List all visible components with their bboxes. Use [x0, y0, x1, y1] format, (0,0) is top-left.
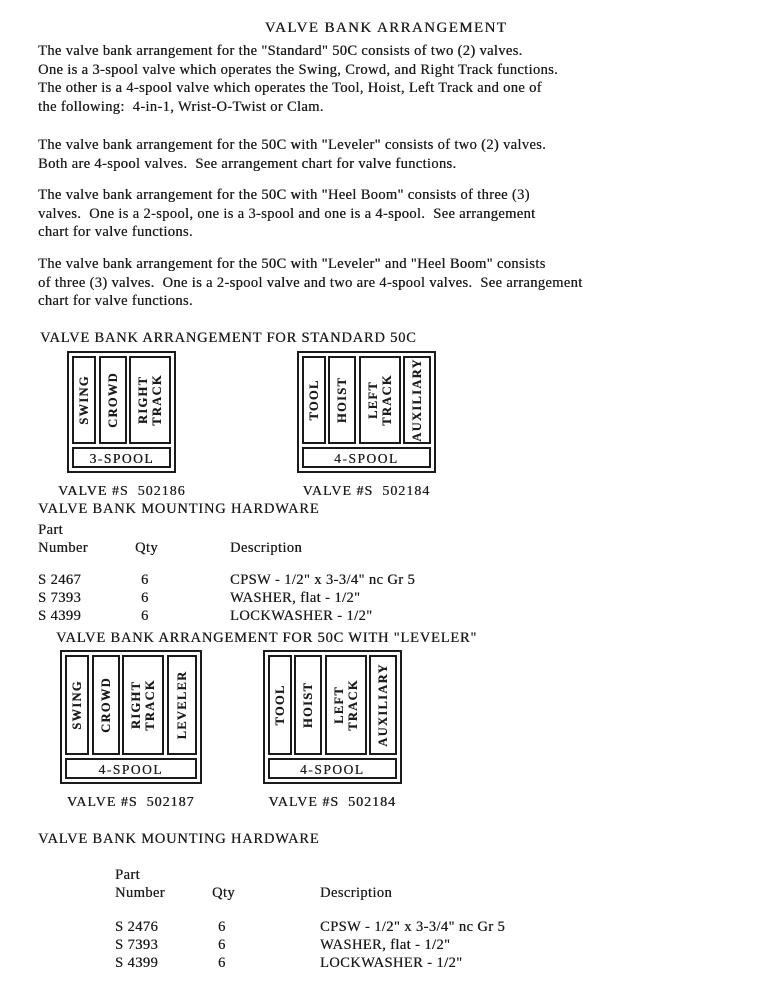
section-heading-leveler: VALVE BANK ARRANGEMENT FOR 50C WITH "LEVELER": [56, 630, 478, 646]
valve-diagram-4spool-standard: [297, 351, 437, 500]
spool-label: LEVELER: [174, 670, 189, 740]
paragraph-leveler-heel-boom: [38, 255, 583, 311]
spool-cells: [65, 655, 197, 755]
paragraph-line: of three (3) valves. One is a 2-spool valve and two are 4-spool valves. See arrangement: [38, 274, 583, 291]
spool-label: SWING: [70, 680, 84, 730]
hardware-standard: [38, 500, 415, 625]
part-number-cell: S 7393: [38, 590, 82, 606]
paragraph-line: chart for valve functions.: [38, 293, 193, 310]
spool-cell: [294, 655, 322, 755]
section-heading-standard: VALVE BANK ARRANGEMENT FOR STANDARD 50C: [40, 330, 417, 346]
spool-cell: [302, 356, 326, 444]
description-cell: WASHER, flat - 1/2": [230, 590, 361, 606]
valve-diagram-4spool-leveler-aux: [263, 650, 403, 811]
valve-box: [263, 650, 403, 784]
paragraph-heel-boom: [38, 186, 535, 242]
paragraph-line: Both are 4-spool valves. See arrangement chart for valve functions.: [38, 155, 457, 172]
spool-cell: [72, 356, 96, 444]
paragraph-leveler: [38, 136, 546, 173]
paragraph-line: The valve bank arrangement for the 50C with "Leveler" consists of two (2) valves.: [38, 137, 547, 153]
hardware-heading: VALVE BANK MOUNTING HARDWARE: [38, 501, 320, 517]
spool-cell: [369, 655, 397, 755]
part-number-cell: S 2467: [38, 572, 82, 588]
spool-cell: [65, 655, 89, 755]
spool-label: AUXILIARY: [376, 663, 390, 747]
part-number-cell: S 2476: [115, 919, 159, 935]
paragraph-standard: [38, 42, 558, 116]
valve-number-caption: VALVE #S 502184: [268, 794, 397, 810]
description-cell: CPSW - 1/2" x 3-3/4" nc Gr 5: [320, 919, 506, 935]
spool-label: HOIST: [335, 376, 350, 424]
qty-cell: 6: [141, 590, 149, 606]
valve-diagrams-leveler: [60, 650, 402, 811]
column-header-part-line1: Part: [38, 522, 63, 538]
spool-cell: [99, 356, 127, 444]
paragraph-line: chart for valve functions.: [38, 224, 193, 241]
valve-number-caption: VALVE #S 502186: [58, 483, 186, 499]
spool-cell: [92, 655, 120, 755]
spool-label: TOOL: [272, 684, 287, 726]
qty-cell: 6: [218, 955, 226, 971]
column-header-qty: Qty: [135, 540, 158, 556]
paragraph-line: The valve bank arrangement for the 50C with "Heel Boom" consists of three (3): [38, 187, 530, 203]
paragraph-line: The valve bank arrangement for the 50C with "Leveler" and "Heel Boom" consists: [38, 256, 546, 272]
spool-count-band: 3-SPOOL: [72, 447, 171, 468]
column-header-part-line2: Number: [38, 540, 88, 556]
qty-cell: 6: [218, 937, 226, 953]
column-header-description: Description: [320, 885, 393, 901]
spool-label: SWING: [77, 375, 92, 425]
spool-cell: [403, 356, 431, 444]
spool-cells: [302, 356, 432, 444]
spool-label: LEFT TRACK: [331, 679, 360, 731]
paragraph-line: The valve bank arrangement for the "Standard" 50C consists of two (2) valves.: [38, 43, 523, 59]
spool-cell: [122, 655, 164, 755]
paragraph-line: the following: 4-in-1, Wrist-O-Twist or Clam.: [38, 98, 324, 115]
description-cell: LOCKWASHER - 1/2": [230, 608, 373, 624]
spool-count-band: 4-SPOOL: [268, 758, 398, 779]
spool-label: CROWD: [105, 372, 120, 428]
column-header-part-line1: Part: [115, 867, 140, 883]
valve-box: [60, 650, 202, 784]
description-cell: CPSW - 1/2" x 3-3/4" nc Gr 5: [230, 572, 416, 588]
description-cell: LOCKWASHER - 1/2": [320, 955, 463, 971]
spool-label: AUXILIARY: [410, 358, 425, 442]
description-cell: WASHER, flat - 1/2": [320, 937, 451, 953]
part-number-cell: S 7393: [115, 937, 159, 953]
spool-label: LEFT TRACK: [365, 374, 394, 426]
spool-cell: [325, 655, 367, 755]
spool-count-band: 4-SPOOL: [65, 758, 197, 779]
part-number-cell: S 4399: [38, 608, 82, 624]
qty-cell: 6: [141, 572, 149, 588]
spool-cell: [328, 356, 356, 444]
paragraph-line: The other is a 4-spool valve which operates the Tool, Hoist, Left Track and one of: [38, 80, 542, 97]
qty-cell: 6: [141, 608, 149, 624]
column-header-qty: Qty: [212, 885, 235, 901]
valve-diagram-4spool-leveler: [60, 650, 202, 811]
hardware-leveler: [38, 830, 505, 972]
valve-diagram-3spool: [58, 351, 186, 500]
valve-number-caption: VALVE #S 502187: [66, 794, 195, 810]
valve-box: [67, 351, 176, 473]
valve-number-caption: VALVE #S 502184: [302, 483, 431, 499]
spool-cell: [359, 356, 401, 444]
spool-label: CROWD: [98, 677, 113, 733]
spool-cell: [167, 655, 197, 755]
paragraph-line: valves. One is a 2-spool, one is a 3-spool and one is a 4-spool. See arrangement: [38, 205, 536, 222]
part-number-cell: S 4399: [115, 955, 159, 971]
paragraph-line: One is a 3-spool valve which operates the Swing, Crowd, and Right Track functions.: [38, 61, 559, 78]
spool-label: TOOL: [306, 379, 321, 421]
spool-cells: [72, 356, 171, 444]
hardware-table: [38, 521, 415, 625]
column-header-description: Description: [230, 540, 303, 556]
spool-label: HOIST: [301, 681, 315, 729]
valve-diagrams-standard: [58, 351, 436, 500]
spool-cell: [268, 655, 292, 755]
hardware-table: [115, 866, 505, 972]
column-header-part-line2: Number: [115, 885, 165, 901]
valve-box: [297, 351, 437, 473]
spool-count-band: 4-SPOOL: [302, 447, 432, 468]
spool-cell: [129, 356, 171, 444]
spool-cells: [268, 655, 398, 755]
qty-cell: 6: [218, 919, 226, 935]
spool-label: RIGHT TRACK: [136, 374, 165, 426]
spool-label: RIGHT TRACK: [129, 679, 157, 731]
page-title: VALVE BANK ARRANGEMENT: [264, 20, 508, 36]
hardware-heading: VALVE BANK MOUNTING HARDWARE: [38, 831, 320, 847]
